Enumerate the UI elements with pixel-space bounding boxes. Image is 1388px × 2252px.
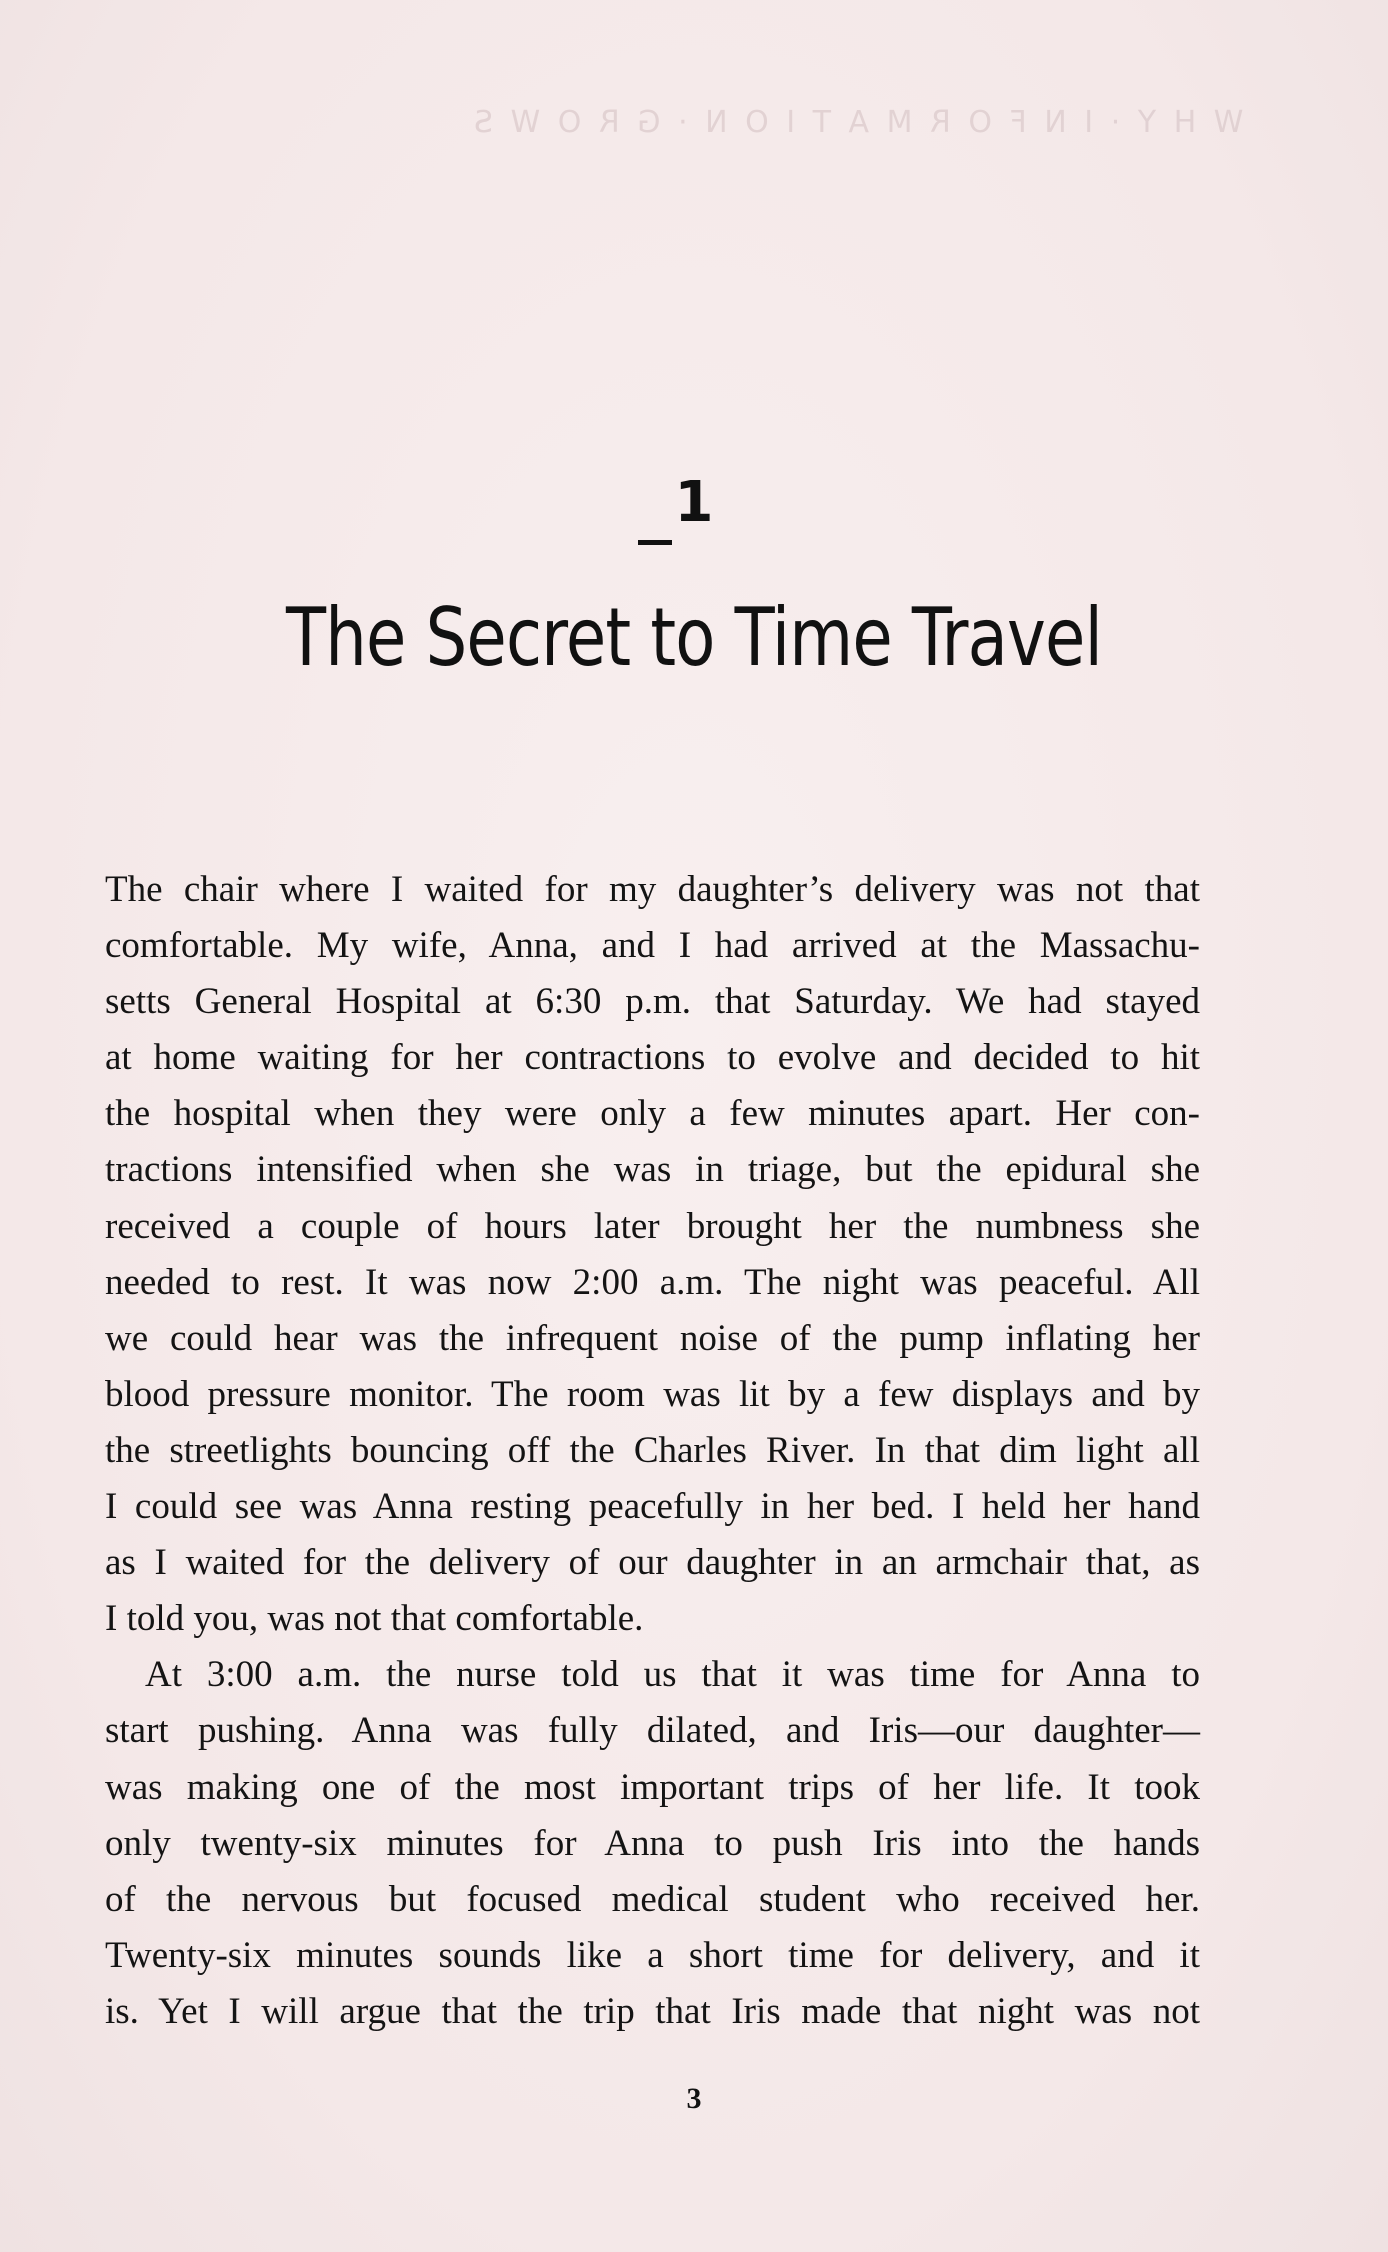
- page-number: 3: [686, 2082, 702, 2115]
- text-line: tractions intensified when she was in triage, but the epidural she: [105, 1149, 1200, 1191]
- text-line: comfortable. My wife, Anna, and I had arrived at the Massachu-: [105, 925, 1200, 967]
- text-line: of the nervous but focused medical student who received her.: [105, 1878, 1200, 1920]
- text-line: the streetlights bouncing off the Charles River. In that dim light all: [105, 1429, 1200, 1471]
- text-line: received a couple of hours later brought her the numbness she: [105, 1205, 1200, 1247]
- text-line: I could see was Anna resting peacefully in her bed. I held her hand: [105, 1486, 1200, 1528]
- text-line: needed to rest. It was now 2:00 a.m. The night was peaceful. All: [105, 1261, 1200, 1303]
- text-line: start pushing. Anna was fully dilated, and Iris—our daughter—: [105, 1710, 1200, 1752]
- text-line: I told you, was not that comfortable.: [105, 1598, 644, 1640]
- text-line: the hospital when they were only a few minutes apart. Her con-: [105, 1093, 1200, 1135]
- chapter-title: The Secret to Time Travel: [285, 591, 1103, 684]
- show-through-header: W H Y · I N F O R M A T I O N · G R O W S: [470, 105, 1244, 140]
- text-line: we could hear was the infrequent noise of the pump inflating her: [105, 1317, 1200, 1359]
- text-line: setts General Hospital at 6:30 p.m. that Saturday. We had stayed: [105, 981, 1200, 1023]
- text-line: as I waited for the delivery of our daughter in an armchair that, as: [105, 1542, 1200, 1584]
- paragraph-1: [105, 862, 1200, 1647]
- text-line: At 3:00 a.m. the nurse told us that it was time for Anna to: [145, 1654, 1200, 1696]
- chapter-number-underline: [638, 540, 672, 545]
- text-line: is. Yet I will argue that the trip that Iris made that night was not: [105, 1990, 1200, 2032]
- text-line: blood pressure monitor. The room was lit by a few displays and by: [105, 1373, 1200, 1415]
- text-line: was making one of the most important trips of her life. It took: [105, 1766, 1200, 1808]
- body-text: [105, 862, 1200, 2040]
- text-line: only twenty-six minutes for Anna to push Iris into the hands: [105, 1822, 1200, 1864]
- paragraph-2: [105, 1647, 1200, 2040]
- text-line: The chair where I waited for my daughter’s delivery was not that: [105, 869, 1200, 910]
- text-line: at home waiting for her contractions to evolve and decided to hit: [105, 1037, 1200, 1079]
- chapter-number: 1: [674, 470, 714, 535]
- text-line: Twenty-six minutes sounds like a short time for delivery, and it: [105, 1934, 1200, 1976]
